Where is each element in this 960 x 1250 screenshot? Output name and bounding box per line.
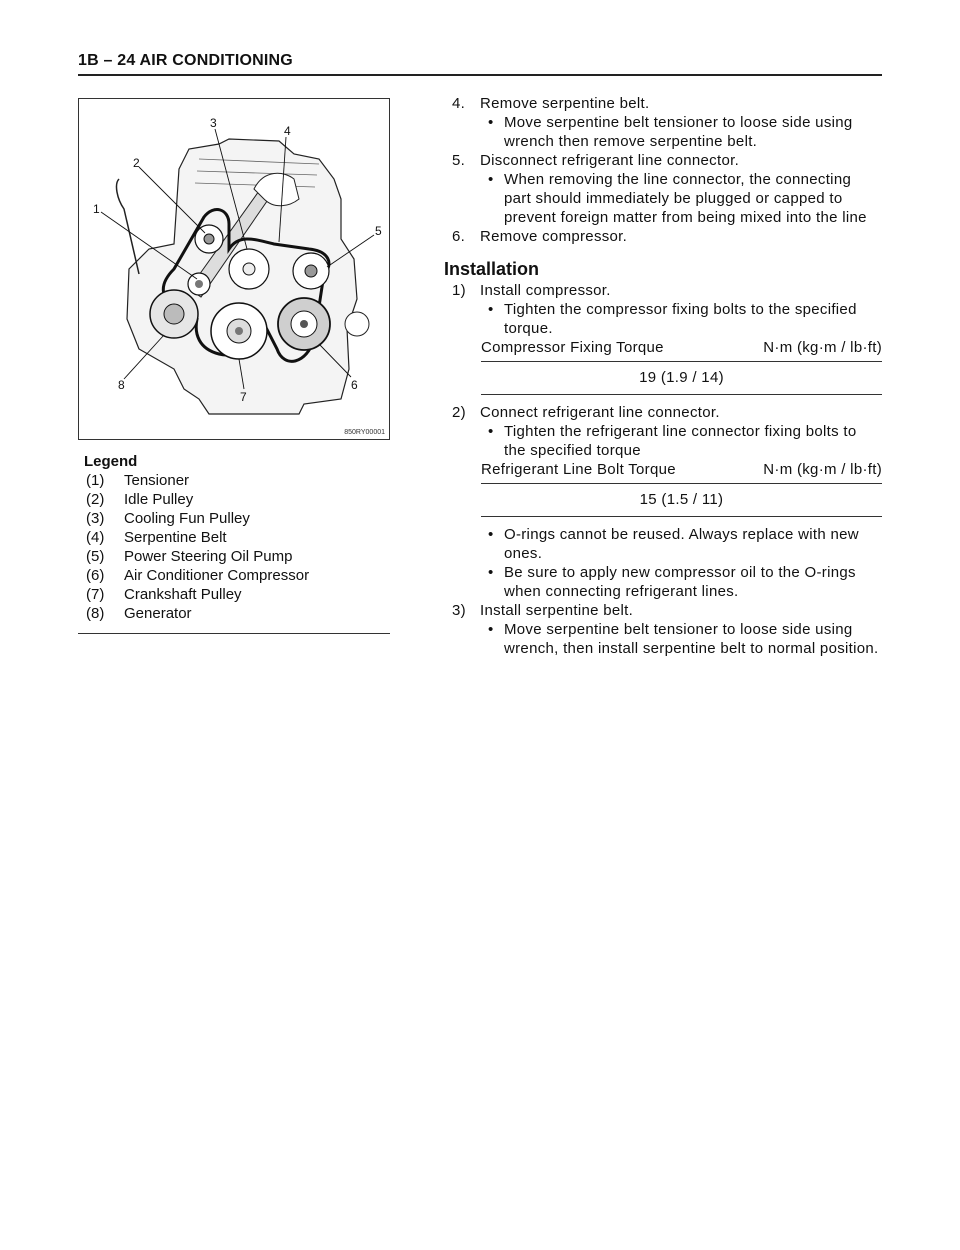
torque-spec-value: 15 (1.5 / 11) [481, 483, 882, 517]
procedure-column [444, 94, 882, 658]
legend-num: (3) [86, 510, 105, 527]
callout-6: 6 [351, 378, 358, 392]
bullet-icon: • [488, 526, 494, 543]
removal-step [444, 94, 882, 113]
step-text: Install compressor. [480, 282, 611, 299]
legend-num: (2) [86, 491, 105, 508]
legend-label: Crankshaft Pulley [124, 586, 242, 603]
legend-num: (5) [86, 548, 105, 565]
spec-label: Refrigerant Line Bolt Torque [481, 461, 676, 478]
legend-item [78, 604, 390, 623]
legend-num: (6) [86, 567, 105, 584]
legend-label: Power Steering Oil Pump [124, 548, 293, 565]
step-bullet [444, 300, 882, 338]
bullet-text: Be sure to apply new compressor oil to the O-rings when connecting refrigerant lines. [504, 564, 856, 600]
step-text: Remove serpentine belt. [480, 95, 650, 112]
bullet-icon: • [488, 621, 494, 638]
legend-item [78, 547, 390, 566]
legend-item [78, 528, 390, 547]
torque-spec-header [444, 460, 882, 479]
bullet-icon: • [488, 301, 494, 318]
step-bullet [444, 620, 882, 658]
step-number: 6. [452, 228, 466, 245]
bullet-text: When removing the line connector, the connecting part should immediately be plugged or capped to prevent foreign matter from being mixed into the line [504, 171, 867, 226]
step-text: Install serpentine belt. [480, 602, 634, 619]
callout-8: 8 [118, 378, 125, 392]
legend-num: (7) [86, 586, 105, 603]
legend-label: Tensioner [124, 472, 190, 489]
step-number: 4. [452, 95, 466, 112]
step-text: Connect refrigerant line connector. [480, 404, 720, 421]
legend-label: Cooling Fun Pulley [124, 510, 250, 527]
spec-label: Compressor Fixing Torque [481, 339, 664, 356]
removal-step [444, 151, 882, 170]
legend-label: Air Conditioner Compressor [124, 567, 310, 584]
removal-step [444, 227, 882, 246]
legend-item [78, 585, 390, 604]
installation-heading: Installation [444, 259, 540, 279]
step-bullet [444, 170, 882, 227]
install-step [444, 601, 882, 620]
page-title: 1B – 24 AIR CONDITIONING [78, 52, 293, 69]
bullet-text: O-rings cannot be reused. Always replace with new ones. [504, 526, 859, 562]
legend-item [78, 490, 390, 509]
page-header [78, 52, 882, 76]
bullet-icon: • [488, 564, 494, 581]
step-text: Disconnect refrigerant line connector. [480, 152, 740, 169]
legend-item [78, 471, 390, 490]
step-bullet [444, 113, 882, 151]
spec-unit: N·m (kg·m / lb·ft) [763, 461, 882, 478]
step-bullet [444, 422, 882, 460]
belt-diagram-figure [78, 98, 390, 440]
step-bullet [444, 525, 882, 563]
step-number: 2) [452, 404, 466, 421]
callout-2: 2 [133, 156, 140, 170]
torque-spec-value: 19 (1.9 / 14) [481, 361, 882, 395]
callout-3: 3 [210, 116, 217, 130]
bullet-icon: • [488, 114, 494, 131]
figure-id: 850RY00001 [344, 429, 385, 436]
engine-belt-illustration [79, 99, 389, 439]
legend-title: Legend [84, 453, 138, 470]
legend-label: Generator [124, 605, 192, 622]
step-text: Remove compressor. [480, 228, 628, 245]
bullet-icon: • [488, 423, 494, 440]
step-number: 5. [452, 152, 466, 169]
legend-num: (4) [86, 529, 105, 546]
legend-item [78, 566, 390, 585]
install-step [444, 281, 882, 300]
spec-unit: N·m (kg·m / lb·ft) [763, 339, 882, 356]
bullet-text: Move serpentine belt tensioner to loose side using wrench, then install serpentine belt to normal position. [504, 621, 879, 657]
callout-5: 5 [375, 224, 382, 238]
callout-7: 7 [240, 390, 247, 404]
step-number: 1) [452, 282, 466, 299]
callout-4: 4 [284, 124, 291, 138]
legend [78, 452, 390, 634]
legend-item [78, 509, 390, 528]
bullet-icon: • [488, 171, 494, 188]
step-bullet [444, 563, 882, 601]
legend-label: Idle Pulley [124, 491, 194, 508]
legend-num: (1) [86, 472, 105, 489]
step-number: 3) [452, 602, 466, 619]
bullet-text: Tighten the compressor fixing bolts to the specified torque. [504, 301, 857, 337]
bullet-text: Tighten the refrigerant line connector fixing bolts to the specified torque [504, 423, 857, 459]
callout-1: 1 [93, 202, 100, 216]
legend-label: Serpentine Belt [124, 529, 227, 546]
legend-num: (8) [86, 605, 105, 622]
install-step [444, 403, 882, 422]
torque-spec-header [444, 338, 882, 357]
bullet-text: Move serpentine belt tensioner to loose side using wrench then remove serpentine belt. [504, 114, 853, 150]
